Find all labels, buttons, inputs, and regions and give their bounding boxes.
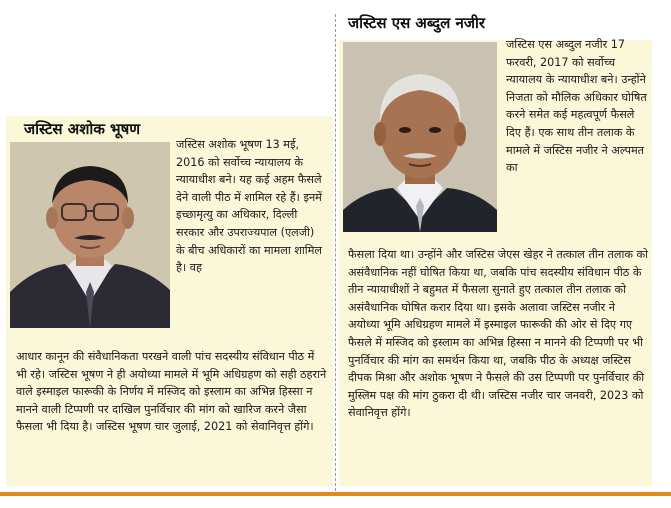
- left-bio-side: जस्टिस अशोक भूषण 13 मई, 2016 को सर्वोच्च न्यायालय के न्यायाधीश बने। यह कई अहम फैसले देने वाली पीठ में शामिल रहे हैं। इनमें इच्छामृत्यु का अधिकार, दिल्ली सरकार और उपराज्यपाल (एलजी) के बीच अधिकारों का मामला शामिल है। वह: [176, 138, 322, 275]
- left-judge-name: जस्टिस अशोक भूषण: [24, 120, 141, 138]
- right-bio-bottom: फैसला दिया था। उन्होंने और जस्टिस जेएस खेहर ने तत्काल तीन तलाक को असंवैधानिक नहीं घोषित किया था, जबकि पांच सदस्यीय संविधान पीठ के तीन न्यायाधीशों ने बहुमत में फैसला सुनाते हुए तत्काल तीन तलाक को असंवैधानिक घोषित करार दिया था। इसके अलावा जस्टिस नजीर ने अयोध्या भूमि अधिग्रहण मामले में इस्माइल फारूकी की ओर से दिए गए फैसले में मस्जिद को इस्लाम का अभिन्न हिस्सा न मानने की टिप्पणी पर भी पुनर्विचार की मांग का समर्थन किया था, जबकि पीठ के अध्यक्ष जस्टिस दीपक मिश्रा और अशोक भूषण ने फैसले की उस टिप्पणी पर पुनर्विचार की मुस्लिम पक्ष की मांग ठुकरा दी थी। जस्टिस नजीर चार जनवरी, 2023 को सेवानिवृत्त होंगे।: [348, 248, 648, 420]
- right-judge-name: जस्टिस एस अब्दुल नजीर: [348, 14, 486, 32]
- right-judge-portrait: [343, 42, 497, 232]
- left-bio-bottom: आधार कानून की संवैधानिकता परखने वाली पांच सदस्यीय संविधान पीठ में भी रहे। जस्टिस भूषण ने ही अयोध्या मामले में भूमि अधिग्रहण को सही ठहराने वाले इस्माइल फारूकी के निर्णय में मस्जिद को इस्लाम का अभिन्न हिस्सा न मानने वाली टिप्पणी पर दाखिल पुनर्विचार की मांग को खारिज करने जैसा फैसला भी दिया है। जस्टिस भूषण चार जुलाई, 2021 को सेवानिवृत्त होंगे।: [16, 350, 327, 434]
- bottom-accent-bar: [0, 492, 671, 496]
- left-judge-portrait: [10, 142, 170, 328]
- right-bio-side: जस्टिस एस अब्दुल नजीर 17 फरवरी, 2017 को सर्वोच्च न्यायालय के न्यायाधीश बने। उन्होंने निजता को मौलिक अधिकार घोषित करने समेत कई महत्वपूर्ण फैसले दिए हैं। एक साथ तीन तलाक के मामले में जस्टिस नजीर ने अल्पमत का: [506, 38, 647, 175]
- column-divider: [335, 14, 336, 491]
